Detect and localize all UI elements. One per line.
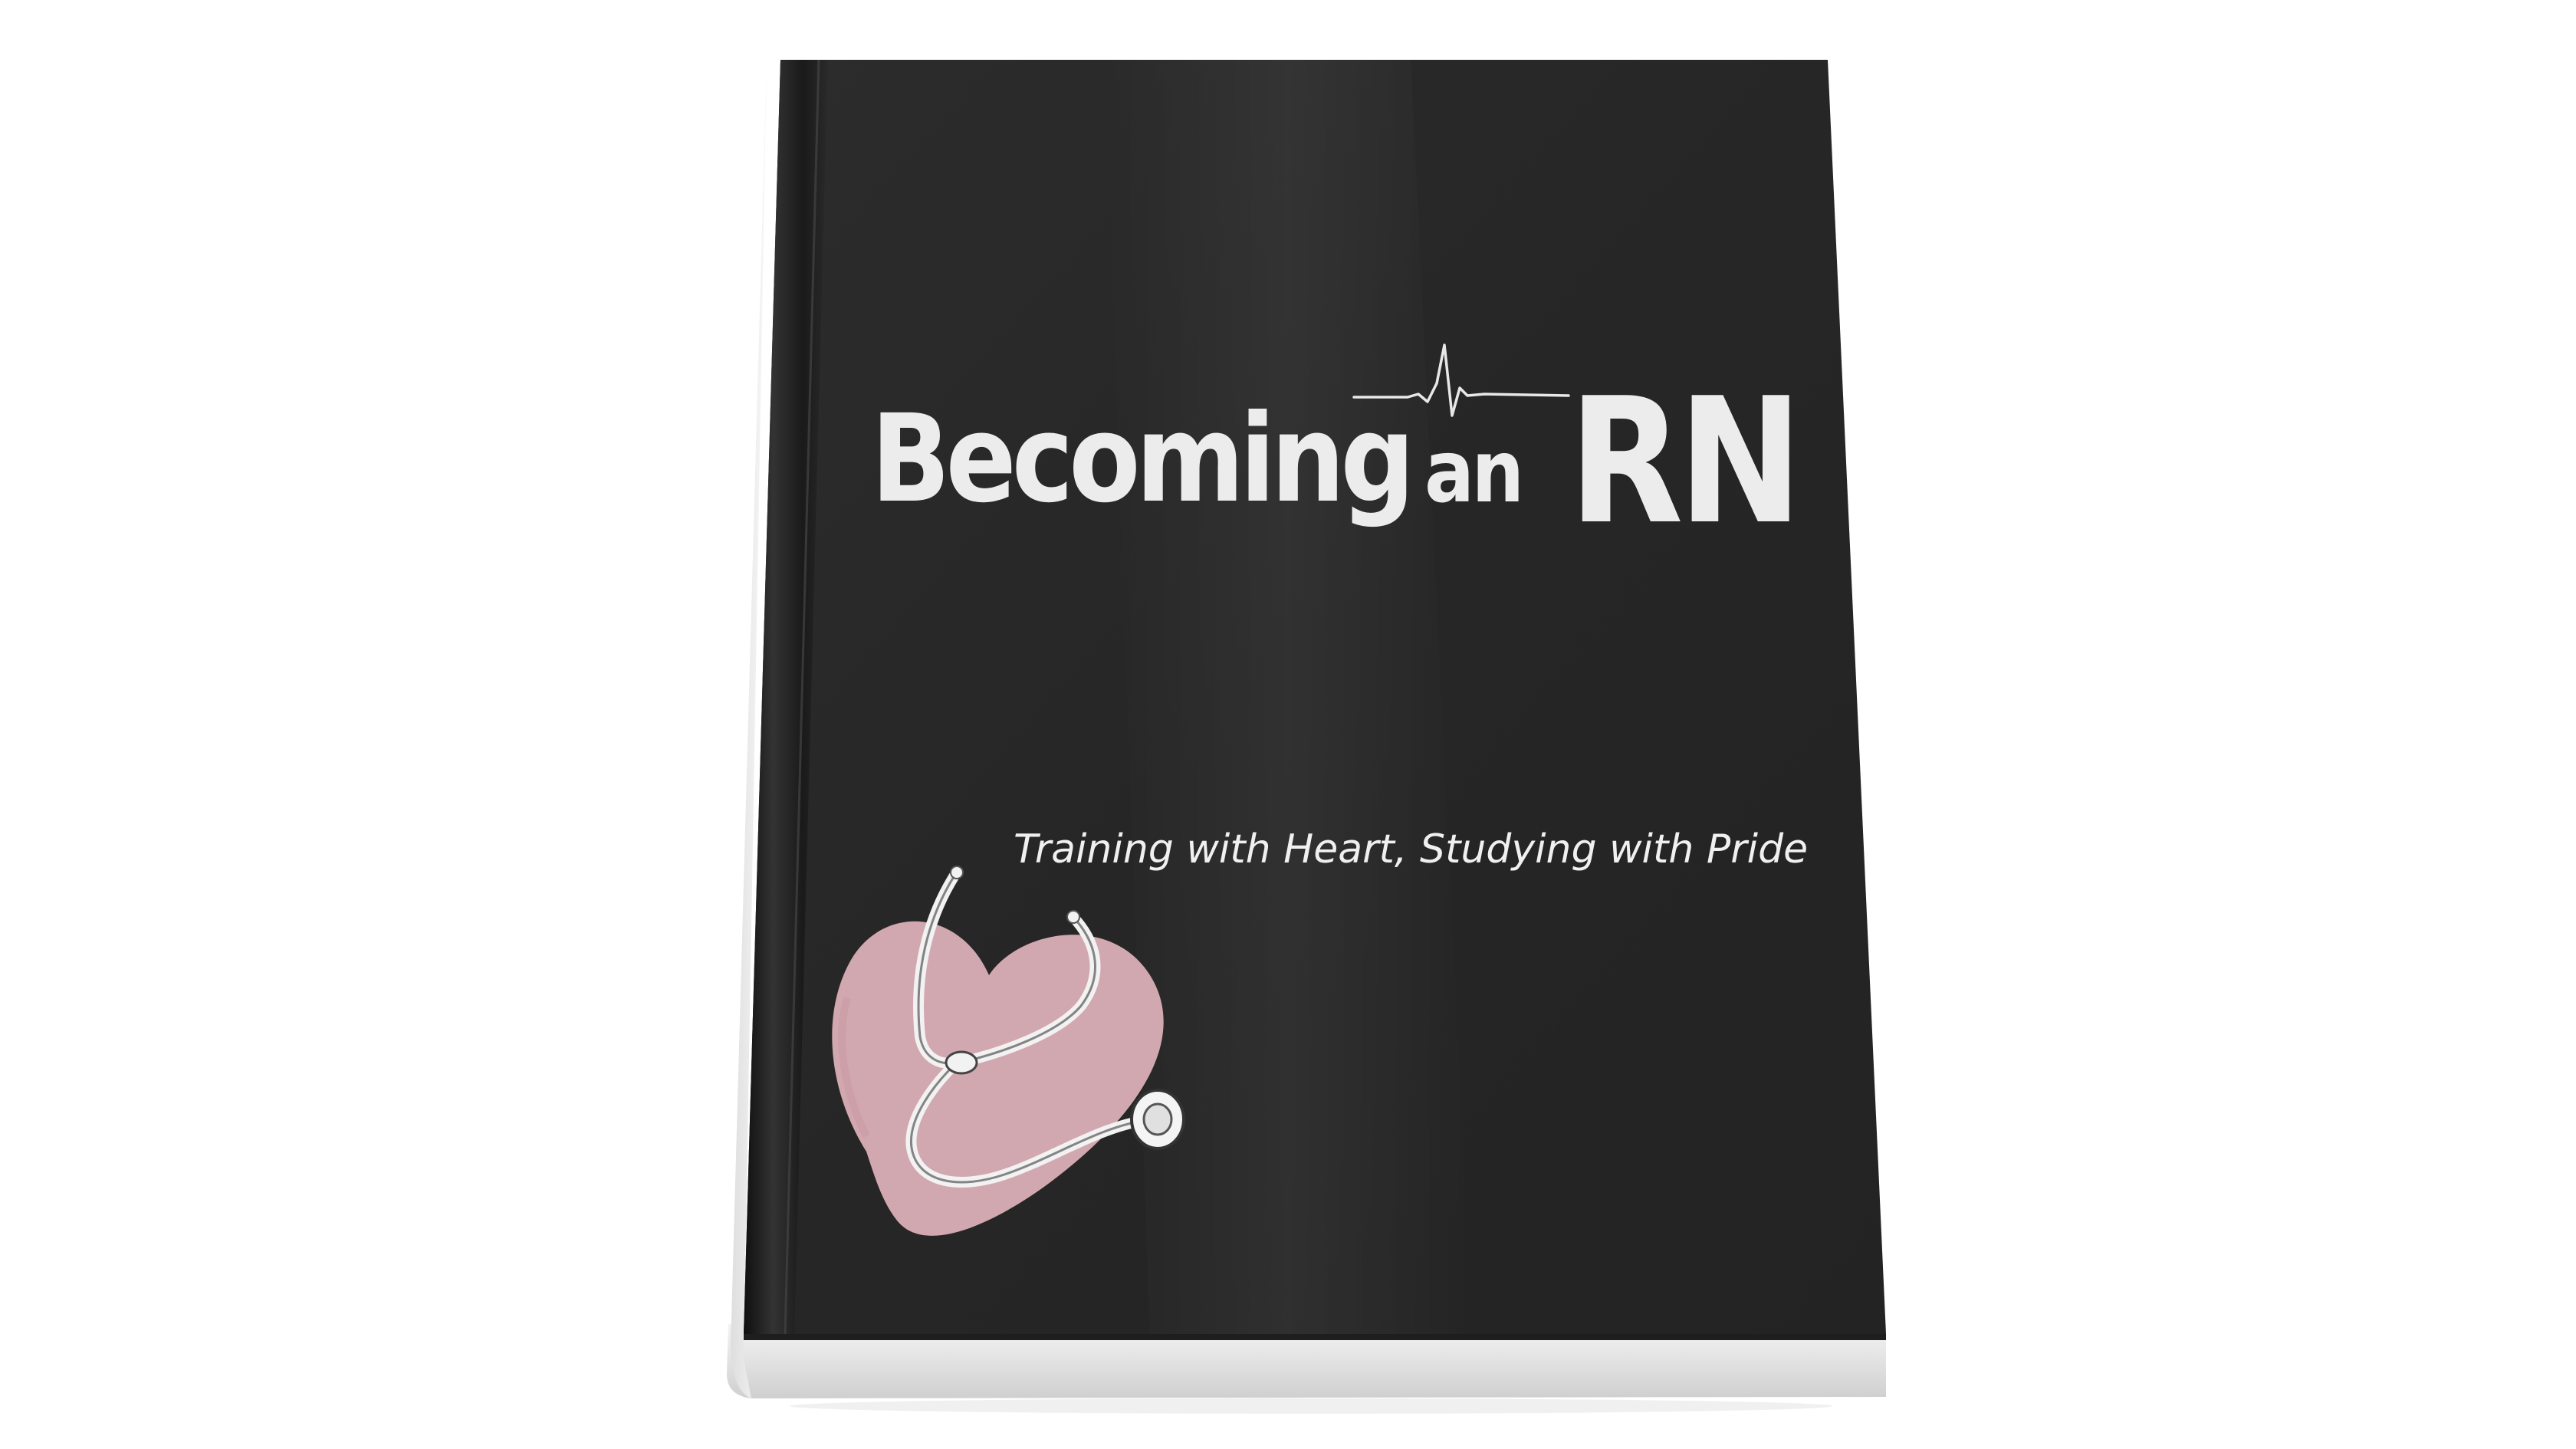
cover-subtitle: Training with Heart, Studying with Pride [1014, 826, 1809, 872]
title-an: an [1424, 422, 1522, 522]
pink-heart [832, 922, 1163, 1236]
title-rn: RN [1569, 361, 1798, 563]
book-mockup [721, 55, 1886, 1412]
ear-tip-right [1067, 911, 1079, 923]
ear-tip-left [951, 866, 963, 879]
stethoscope-heart-icon [820, 860, 1219, 1259]
book-shadow [790, 1398, 1832, 1414]
stethoscope-junction [946, 1052, 977, 1073]
title-becoming: Becoming [871, 389, 1411, 530]
cover-bottom-edge [744, 1334, 1886, 1340]
